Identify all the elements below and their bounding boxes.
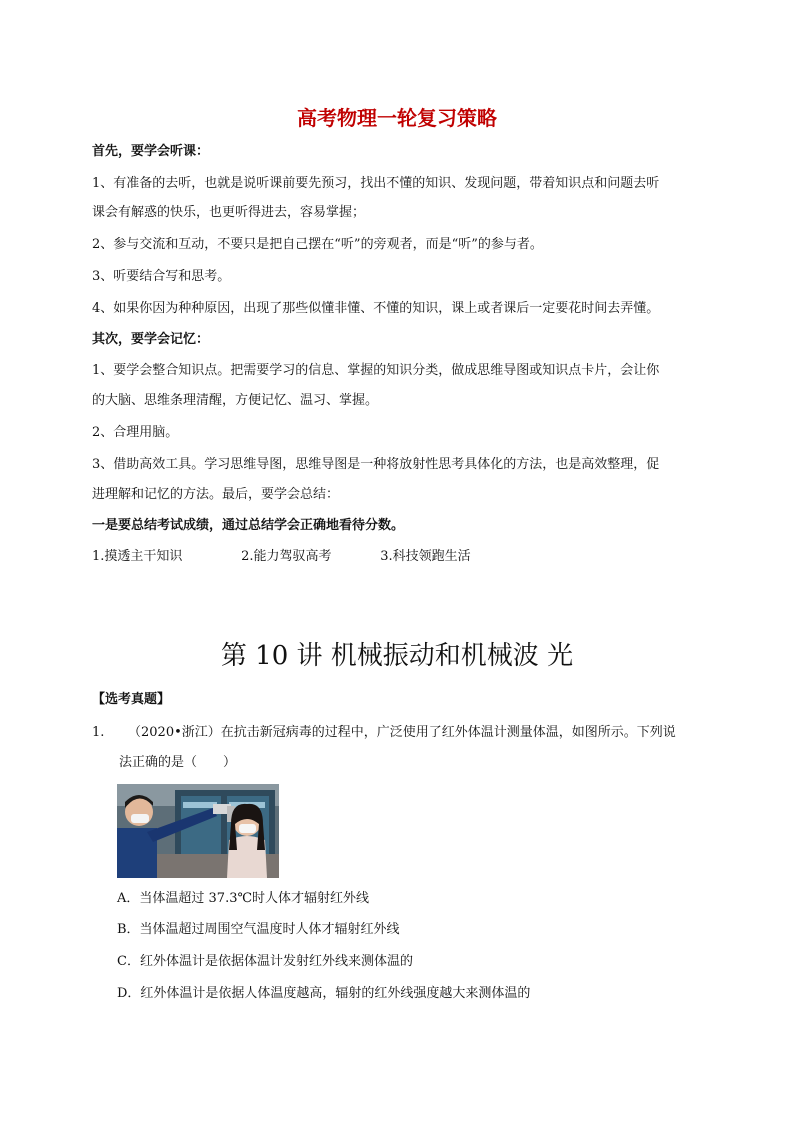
main-title: 高考物理一轮复习策略 [297,106,497,130]
option-b: B．当体温超过周围空气温度时人体才辐射红外线 [117,922,400,937]
section2-item-3-cont: 进理解和记忆的方法。最后，要学会总结： [92,487,340,502]
section1-heading: 首先，要学会听课： [92,144,210,159]
section1-item-3: 3、听要结合写和思考。 [92,269,231,284]
section1-item-4: 4、如果你因为种种原因，出现了那些似懂非懂、不懂的知识，课上或者课后一定要花时间去弄懂。 [92,301,660,316]
summary-heading: 一是要总结考试成绩，通过总结学会正确地看待分数。 [92,518,405,533]
strategy-item: 2.能力驾驭高考 [241,549,332,564]
question-number: 1. [92,725,105,740]
section1-item-1-cont: 课会有解惑的快乐，也更听得进去，容易掌握； [92,205,366,220]
lecture-title: 第 10 讲 机械振动和机械波 光 [220,641,574,671]
photo-illustration [117,784,279,878]
strategy-list [92,548,692,566]
thermometer-photo [117,784,279,878]
section2-item-2: 2、合理用脑。 [92,425,179,440]
section2-item-1-cont: 的大脑、思维条理清醒，方便记忆、温习、掌握。 [92,393,379,408]
section1-item-2: 2、参与交流和互动，不要只是把自己摆在“听”的旁观者，而是“听”的参与者。 [92,237,543,252]
strategy-item: 3.科技领跑生活 [380,549,471,564]
question-text-cont: 法正确的是（ ） [119,755,237,770]
section1-item-1: 1、有准备的去听，也就是说听课前要先预习，找出不懂的知识、发现问题，带着知识点和问题去听 [92,176,660,191]
section-tag: 【选考真题】 [92,692,171,707]
option-d: D．红外体温计是依据人体温度越高，辐射的红外线强度越大来测体温的 [117,986,531,1001]
section2-item-3: 3、借助高效工具。学习思维导图，思维导图是一种将放射性思考具体化的方法，也是高效整理，促 [92,457,660,472]
question-text: （2020•浙江）在抗击新冠病毒的过程中，广泛使用了红外体温计测量体温，如图所示。下列说 [128,725,676,740]
section2-heading: 其次，要学会记忆： [92,332,210,347]
option-c: C．红外体温计是依据体温计发射红外线来测体温的 [117,954,413,969]
option-a: A．当体温超过 37.3℃时人体才辐射红外线 [117,891,370,906]
section2-item-1: 1、要学会整合知识点。把需要学习的信息、掌握的知识分类，做成思维导图或知识点卡片，会让你 [92,363,660,378]
strategy-item: 1.摸透主干知识 [92,549,183,564]
